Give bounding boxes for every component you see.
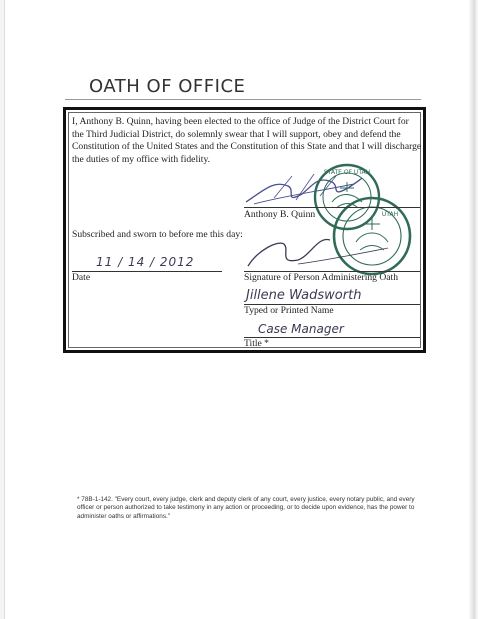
document-page <box>4 0 476 619</box>
date-label: Date <box>72 272 91 283</box>
printed-name-handwritten: Jillene Wadsworth <box>246 288 362 303</box>
svg-text:STATE OF UTAH: STATE OF UTAH <box>323 169 371 176</box>
subscribed-statement: Subscribed and sworn to before me this day: <box>72 229 243 240</box>
svg-text:UTAH: UTAH <box>381 211 399 218</box>
statute-footnote: * 78B-1-142. "Every court, every judge, clerk and deputy clerk of any court, every justice, every notary public, and every officer or person authorized to take testimony in any action or proceeding, or to decide upon evidence, has the power to administer oaths or affirmations." <box>77 496 415 520</box>
oath-statement: I, Anthony B. Quinn, having been elected to the office of Judge of the District Court for the Third Judicial District, do solemnly swear that I will support, obey and defend the Constitution of the United States and the Constitution of this State and that I will discharge the duties of my office with fidelity. <box>72 116 422 165</box>
title-handwritten: Case Manager <box>258 322 344 336</box>
title-rule <box>65 99 421 100</box>
date-line <box>72 271 222 272</box>
officer-name-label: Anthony B. Quinn <box>244 209 316 220</box>
officer-signature-line <box>244 207 420 208</box>
administering-signature <box>238 230 428 270</box>
date-handwritten: 11 / 14 / 2012 <box>96 255 195 269</box>
administering-signature-label: Signature of Person Administering Oath <box>244 272 399 283</box>
title-label: Title * <box>244 338 269 349</box>
scan-edge <box>469 0 475 619</box>
printed-name-label: Typed or Printed Name <box>244 305 334 316</box>
title-line <box>244 337 420 338</box>
document-title: OATH OF OFFICE <box>89 76 246 97</box>
oath-box <box>63 107 426 353</box>
